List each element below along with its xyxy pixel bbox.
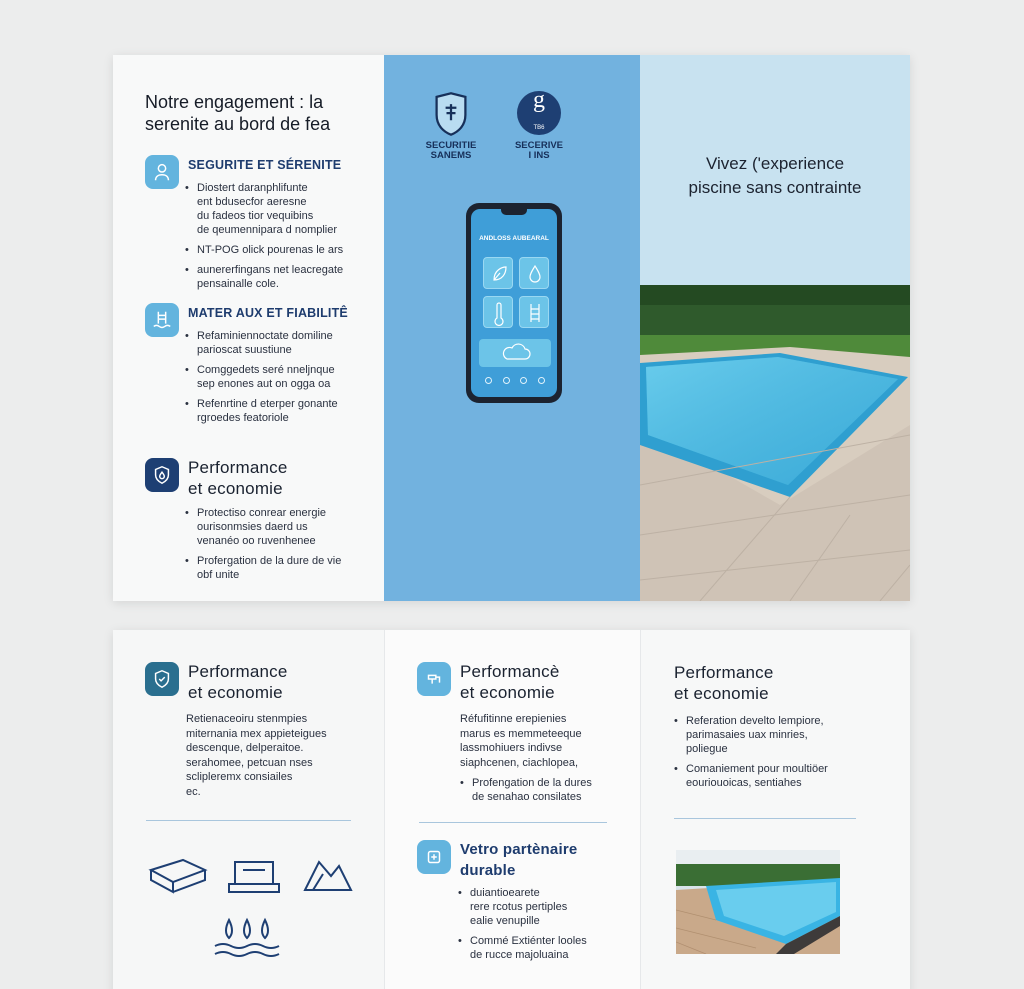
tap-icon	[417, 662, 451, 696]
engagement-headline: Notre engagement : la serenite au bord de fea	[145, 92, 331, 134]
shield-badge-icon	[433, 91, 469, 137]
app-status-card[interactable]	[479, 339, 551, 367]
bullet-item: • Refenrtine d eterper gonante rgroedes featoriole	[185, 397, 375, 425]
materials-bullets	[185, 329, 375, 431]
shield-check-icon	[145, 662, 179, 696]
nav-profile-icon[interactable]	[538, 377, 545, 384]
section-divider	[419, 822, 607, 823]
performance-bullets	[185, 506, 375, 588]
performance-paragraph: Réfufitinne erepienies marus es memmeteeque lassmohiuers indivse siaphcenen, ciachlopea,	[460, 713, 582, 769]
performance-paragraph: Retienaceoiru stenmpies miternania mex appieteigues descenque, delperaitoe. serahomee, petcuan nses sclipleremx consiailes ec.	[186, 713, 327, 798]
bullet-item: • NT-POG olick pourenas le ars	[185, 243, 375, 257]
partner-bullets	[458, 886, 633, 968]
security-badge	[416, 91, 486, 161]
seal-small-text: TB6	[533, 125, 545, 131]
section-materials	[145, 303, 375, 433]
app-tile-button[interactable]	[519, 296, 549, 328]
panel-performance-2	[384, 630, 640, 989]
performance-title: Performancè et economie	[460, 662, 560, 702]
cover-tagline: Vivez ('experience piscine sans contrainte	[688, 154, 862, 197]
performance-title: Performance et economie	[188, 662, 288, 702]
section-performance-b1	[145, 662, 375, 702]
security-badge-label: SECURITIE SANEMS	[425, 140, 477, 161]
bullet-item: • Protectiso conrear energie ourisonmsies daerd us venanéo oo ruvenhenee	[185, 506, 375, 548]
phone-notch	[501, 209, 527, 215]
panel-performance-1	[113, 630, 384, 989]
drop-icon	[520, 258, 550, 290]
bullet-item: • Referation develto lempiore, parimasaies uax minries, poliegue	[674, 714, 869, 756]
smartphone-mockup	[466, 203, 562, 403]
section-partner	[417, 840, 647, 880]
app-tile-button[interactable]	[483, 257, 513, 289]
section-performance	[145, 458, 375, 588]
bullet-item: • aunererfingans net leacregate pensainalle cole.	[185, 263, 375, 291]
bullet-item: • Comggedets seré nneljnque sep enones aut on ogga oa	[185, 363, 375, 391]
app-screen	[471, 209, 557, 397]
performance-title: Performance et economie	[188, 458, 288, 498]
app-tile-button[interactable]	[519, 257, 549, 289]
bullet-item: • Commé Extiénter looles de rucce majoluaina	[458, 934, 633, 962]
nav-home-icon[interactable]	[485, 377, 492, 384]
panel-app	[384, 55, 640, 601]
performance-title: Performance et economie	[674, 663, 774, 703]
water-leaves-icon	[215, 920, 279, 956]
security-title: SEGURITE ET SÉRENITE	[188, 158, 342, 172]
leaf-icon	[484, 258, 514, 290]
section-performance-b2	[417, 662, 647, 702]
mountain-icon	[305, 862, 351, 890]
pool-photo	[640, 285, 910, 601]
nav-stats-icon[interactable]	[503, 377, 510, 384]
seal-letter: g	[533, 87, 545, 113]
bullet-item: • Profengation de la dures de senahao consilates	[460, 776, 635, 804]
bullet-item: • Diostert daranphlifunte ent bdusecfor aeresne du fadeos tior vequibins de qeumennipara d nomplier	[185, 181, 375, 237]
brochure-inside-sheet	[113, 630, 910, 989]
performance-bullets	[674, 714, 869, 796]
section-divider	[146, 820, 351, 821]
service-badge-label: SECERIVE I INS	[514, 140, 564, 161]
section-divider	[674, 818, 856, 819]
service-badge-seal	[517, 87, 561, 135]
section-security	[145, 155, 375, 290]
product-icons-row	[145, 848, 365, 968]
app-tile-button[interactable]	[483, 296, 513, 328]
leaf-box-icon	[417, 840, 451, 874]
service-badge	[504, 87, 574, 161]
ladder-icon	[520, 297, 550, 329]
thermometer-icon	[484, 297, 514, 329]
pool-cover-icon	[151, 860, 205, 892]
partner-title: Vetro partènaire durable	[460, 841, 578, 879]
bullet-item: • duiantioearete rere rcotus pertiples ealie venupille	[458, 886, 633, 928]
panel-cover	[640, 55, 910, 601]
brochure-outside-sheet	[113, 55, 910, 601]
bullet-item: • Comaniement pour moultiöer eouriouoicas, sentiahes	[674, 762, 869, 790]
cloud-icon	[479, 339, 551, 367]
app-nav-bar	[485, 377, 545, 384]
user-shield-icon	[145, 155, 179, 189]
performance-bullets	[460, 776, 635, 810]
pool-illustration	[640, 285, 910, 601]
shield-drop-icon	[145, 458, 179, 492]
app-title: ANDLOSS AUBEARAL	[479, 235, 549, 242]
security-bullets	[185, 181, 375, 297]
bullet-item: • Profergation de la dure de vie obf unite	[185, 554, 375, 582]
materials-title: MATER AUX ET FIABILITÊ	[188, 306, 348, 320]
panel-performance-3	[640, 630, 910, 989]
pool-ladder-icon	[145, 303, 179, 337]
pool-photo-small	[676, 850, 840, 954]
nav-settings-icon[interactable]	[520, 377, 527, 384]
bullet-item: • Refaminiennoctate domiline parioscat suustiune	[185, 329, 375, 357]
panel-engagement	[113, 55, 384, 601]
pool-equipment-icon	[229, 862, 279, 892]
